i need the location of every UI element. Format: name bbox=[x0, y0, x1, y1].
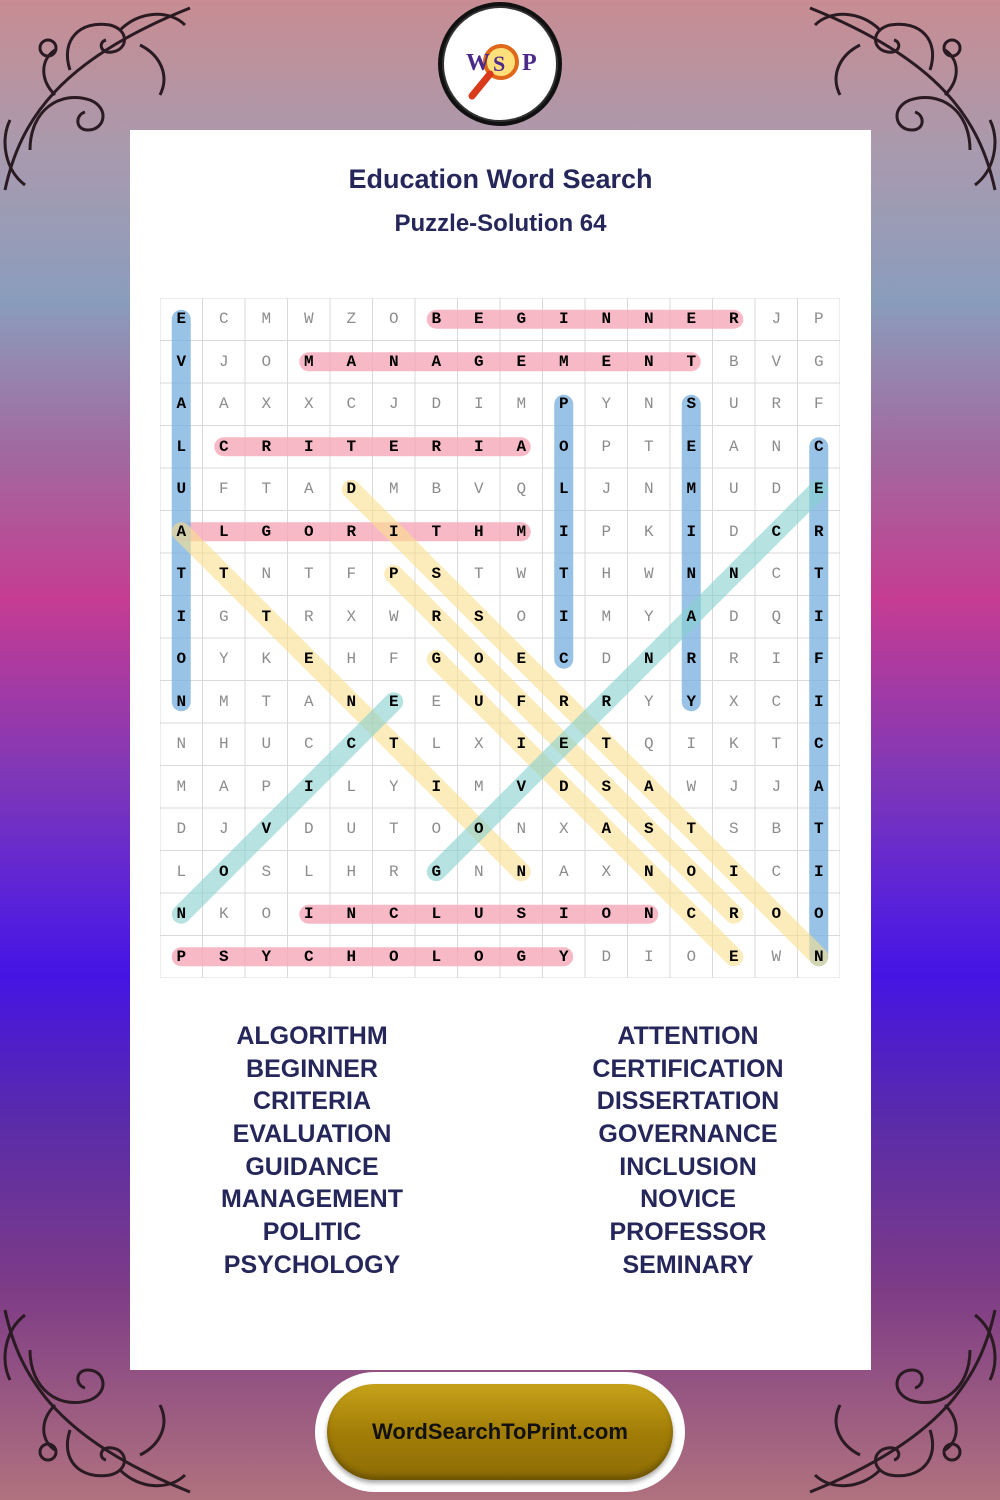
grid-cell[interactable]: A bbox=[176, 522, 187, 541]
grid-cell[interactable]: E bbox=[431, 692, 442, 711]
grid-cell[interactable]: T bbox=[261, 692, 272, 711]
grid-cell[interactable]: C bbox=[813, 437, 824, 456]
grid-cell[interactable]: L bbox=[431, 947, 442, 966]
grid-cell[interactable]: A bbox=[346, 352, 357, 371]
word-list-item: EVALUATION bbox=[232, 1120, 392, 1149]
grid-cell[interactable]: P bbox=[558, 395, 569, 413]
grid-cell[interactable]: G bbox=[431, 650, 442, 668]
grid-cell[interactable]: D bbox=[431, 395, 442, 413]
grid-cell[interactable]: M bbox=[388, 480, 399, 498]
grid-cell[interactable]: A bbox=[728, 437, 739, 456]
grid-cell[interactable]: A bbox=[218, 395, 229, 413]
grid-cell[interactable]: I bbox=[473, 437, 484, 456]
grid-cell[interactable]: E bbox=[686, 310, 697, 328]
word-search-grid bbox=[160, 298, 840, 978]
grid-cell[interactable]: M bbox=[686, 480, 697, 498]
grid-cell[interactable]: J bbox=[218, 352, 229, 371]
grid-cell[interactable]: J bbox=[388, 395, 399, 413]
word-list-item: INCLUSION bbox=[619, 1152, 757, 1181]
grid-cell[interactable]: T bbox=[643, 437, 654, 456]
grid-cell[interactable]: P bbox=[388, 565, 399, 583]
grid-cell[interactable]: W bbox=[516, 565, 527, 583]
grid-cell[interactable]: T bbox=[261, 480, 272, 498]
grid-cell[interactable]: C bbox=[303, 947, 314, 966]
grid-cell[interactable]: A bbox=[643, 777, 654, 796]
grid-cell[interactable]: N bbox=[643, 905, 654, 923]
grid-cell[interactable]: C bbox=[686, 905, 697, 923]
grid-cell[interactable]: Q bbox=[771, 607, 782, 626]
grid-cell[interactable]: I bbox=[728, 862, 739, 881]
grid-cell[interactable]: O bbox=[261, 352, 272, 371]
grid-cell[interactable]: N bbox=[643, 395, 654, 413]
word-list-item: GUIDANCE bbox=[245, 1152, 379, 1181]
grid-cell[interactable]: R bbox=[771, 395, 782, 413]
grid-cell[interactable]: D bbox=[728, 522, 739, 541]
grid-cell[interactable]: B bbox=[771, 820, 782, 838]
grid-cell[interactable]: S bbox=[686, 395, 697, 413]
grid-cell[interactable]: C bbox=[771, 522, 782, 541]
grid-cell[interactable]: S bbox=[431, 565, 442, 583]
grid-cell[interactable]: E bbox=[176, 310, 187, 328]
grid-cell[interactable]: S bbox=[516, 905, 527, 923]
grid-cell[interactable]: O bbox=[813, 905, 824, 923]
grid-cell[interactable]: O bbox=[473, 947, 484, 966]
grid-cell[interactable]: I bbox=[558, 310, 569, 328]
grid-cell[interactable]: N bbox=[771, 437, 782, 456]
grid-cell[interactable]: U bbox=[728, 480, 739, 498]
logo-letter-w: W bbox=[466, 50, 490, 76]
grid-cell[interactable]: O bbox=[771, 905, 782, 923]
grid-cell[interactable]: T bbox=[218, 565, 229, 583]
grid-cell[interactable]: M bbox=[516, 395, 527, 413]
grid-cell[interactable]: A bbox=[176, 395, 187, 413]
grid-cell[interactable]: I bbox=[813, 607, 824, 626]
grid-cell[interactable]: O bbox=[686, 947, 697, 966]
grid-cell[interactable]: K bbox=[643, 522, 654, 541]
grid-cell[interactable]: C bbox=[813, 735, 824, 753]
grid-cell[interactable]: P bbox=[813, 310, 824, 328]
grid-cell[interactable]: E bbox=[473, 310, 484, 328]
grid-cell[interactable]: O bbox=[558, 437, 569, 456]
grid-cell[interactable]: I bbox=[558, 522, 569, 541]
grid-cell[interactable]: X bbox=[261, 395, 272, 413]
grid-cell[interactable]: F bbox=[218, 480, 229, 498]
grid-cell[interactable]: T bbox=[473, 565, 484, 583]
grid-cell[interactable]: N bbox=[261, 565, 272, 583]
grid-cell[interactable]: N bbox=[176, 735, 187, 753]
grid-cell[interactable]: S bbox=[473, 607, 484, 626]
grid-cell[interactable]: L bbox=[431, 735, 442, 753]
grid-cell[interactable]: N bbox=[176, 905, 187, 923]
grid-cell[interactable]: M bbox=[176, 777, 187, 796]
grid-cell[interactable]: U bbox=[473, 905, 484, 923]
grid-cell[interactable]: I bbox=[473, 395, 484, 413]
grid-cell[interactable]: O bbox=[388, 947, 399, 966]
grid-cell[interactable]: C bbox=[346, 395, 357, 413]
grid-cell[interactable]: T bbox=[558, 565, 569, 583]
grid-cell[interactable]: O bbox=[218, 862, 229, 881]
grid-cell[interactable]: F bbox=[346, 565, 357, 583]
grid-cell[interactable]: I bbox=[558, 905, 569, 923]
grid-cell[interactable]: L bbox=[218, 522, 229, 541]
grid-cell[interactable]: A bbox=[303, 480, 314, 498]
grid-cell[interactable]: T bbox=[771, 735, 782, 753]
word-list-item: GOVERNANCE bbox=[598, 1120, 778, 1149]
grid-cell[interactable]: D bbox=[601, 947, 612, 966]
word-list-item: ALGORITHM bbox=[236, 1022, 388, 1050]
grid-cell[interactable]: I bbox=[431, 777, 442, 796]
grid-cell[interactable]: N bbox=[686, 565, 697, 583]
grid-cell[interactable]: G bbox=[516, 947, 527, 966]
word-list-item: CERTIFICATION bbox=[592, 1054, 784, 1083]
grid-cell[interactable]: C bbox=[303, 735, 314, 753]
grid-cell[interactable]: B bbox=[728, 352, 739, 371]
grid-cell[interactable]: R bbox=[303, 607, 314, 626]
grid-cell[interactable]: E bbox=[388, 692, 399, 711]
grid-cell[interactable]: C bbox=[558, 650, 569, 668]
word-list-item: NOVICE bbox=[640, 1185, 736, 1214]
grid-cell[interactable]: T bbox=[813, 820, 824, 838]
grid-cell[interactable]: Q bbox=[516, 480, 527, 498]
grid-cell[interactable]: O bbox=[686, 862, 697, 881]
grid-cell[interactable]: A bbox=[558, 862, 569, 881]
word-list-item: ATTENTION bbox=[617, 1022, 759, 1050]
grid-cell[interactable]: E bbox=[516, 352, 527, 371]
grid-cell[interactable]: D bbox=[728, 607, 739, 626]
page-subtitle: Puzzle-Solution 64 bbox=[394, 210, 607, 237]
grid-cell[interactable]: M bbox=[261, 310, 272, 328]
grid-cell[interactable]: N bbox=[516, 820, 527, 838]
word-list-item: POLITIC bbox=[262, 1218, 362, 1247]
logo-badge bbox=[442, 6, 558, 122]
grid-cell[interactable]: K bbox=[261, 650, 272, 668]
grid-cell[interactable]: I bbox=[303, 905, 314, 923]
grid-cell[interactable]: Y bbox=[261, 947, 272, 966]
grid-cells bbox=[160, 298, 840, 978]
grid-cell[interactable]: D bbox=[303, 820, 314, 838]
grid-cell[interactable]: V bbox=[516, 777, 527, 796]
grid-cell[interactable]: G bbox=[473, 352, 484, 371]
grid-cell[interactable]: A bbox=[218, 777, 229, 796]
grid-cell[interactable]: N bbox=[643, 862, 654, 881]
grid-cell[interactable]: A bbox=[303, 692, 314, 711]
grid-cell[interactable]: G bbox=[431, 862, 442, 881]
site-link-button[interactable] bbox=[315, 1372, 685, 1492]
grid-cell[interactable]: I bbox=[771, 650, 782, 668]
grid-cell[interactable]: P bbox=[601, 522, 612, 541]
grid-cell[interactable]: U bbox=[473, 692, 484, 711]
grid-cell[interactable]: I bbox=[686, 735, 697, 753]
grid-cell[interactable]: O bbox=[176, 650, 187, 668]
grid-cell[interactable]: X bbox=[346, 607, 357, 626]
grid-cell[interactable]: A bbox=[813, 777, 824, 796]
grid-cell[interactable]: Y bbox=[643, 692, 654, 711]
grid-cell[interactable]: F bbox=[516, 692, 527, 711]
grid-cell[interactable]: W bbox=[643, 565, 654, 583]
word-list-item: BEGINNER bbox=[246, 1054, 378, 1083]
grid-cell[interactable]: C bbox=[218, 310, 229, 328]
grid-cell[interactable]: Q bbox=[643, 735, 654, 753]
grid-cell[interactable]: S bbox=[261, 862, 272, 881]
grid-cell[interactable]: B bbox=[431, 310, 442, 328]
grid-cell[interactable]: N bbox=[728, 565, 739, 583]
grid-cell[interactable]: I bbox=[813, 692, 824, 711]
grid-cell[interactable]: L bbox=[176, 437, 187, 456]
grid-cell[interactable]: R bbox=[813, 522, 824, 541]
grid-cell[interactable]: V bbox=[261, 820, 272, 838]
page-title: Education Word Search bbox=[348, 164, 653, 194]
grid-cell[interactable]: C bbox=[388, 905, 399, 923]
grid-cell[interactable]: W bbox=[388, 607, 399, 626]
grid-cell[interactable]: K bbox=[218, 905, 229, 923]
grid-cell[interactable]: U bbox=[346, 820, 357, 838]
grid-cell[interactable]: E bbox=[303, 650, 314, 668]
word-list-item: CRITERIA bbox=[252, 1087, 372, 1116]
grid-cell[interactable]: V bbox=[473, 480, 484, 498]
grid-cell[interactable]: N bbox=[176, 692, 187, 711]
grid-cell[interactable]: T bbox=[813, 565, 824, 583]
grid-cell[interactable]: L bbox=[176, 862, 187, 881]
grid-cell[interactable]: H bbox=[218, 735, 229, 753]
grid-cell[interactable]: Z bbox=[346, 310, 357, 328]
grid-cell[interactable]: L bbox=[346, 777, 357, 796]
grid-cell[interactable]: M bbox=[218, 692, 229, 711]
grid-cell[interactable]: A bbox=[601, 820, 612, 838]
grid-cell[interactable]: O bbox=[516, 607, 527, 626]
grid-cell[interactable]: P bbox=[601, 437, 612, 456]
grid-cell[interactable]: O bbox=[431, 820, 442, 838]
grid-cell[interactable]: D bbox=[771, 480, 782, 498]
grid-cell[interactable]: N bbox=[516, 862, 527, 881]
grid-cell[interactable]: D bbox=[176, 820, 187, 838]
grid-cell[interactable]: P bbox=[176, 947, 187, 966]
grid-cell[interactable]: X bbox=[473, 735, 484, 753]
grid-cell[interactable]: H bbox=[473, 522, 484, 541]
grid-cell[interactable]: A bbox=[431, 352, 442, 371]
grid-cell[interactable]: D bbox=[558, 777, 569, 796]
grid-cell[interactable]: M bbox=[303, 352, 314, 371]
word-list-item: PROFESSOR bbox=[609, 1218, 767, 1247]
grid-cell[interactable]: O bbox=[601, 905, 612, 923]
grid-cell[interactable]: T bbox=[388, 735, 399, 753]
grid-cell[interactable]: X bbox=[728, 692, 739, 711]
grid-cell[interactable]: I bbox=[558, 607, 569, 626]
grid-cell[interactable]: V bbox=[176, 352, 187, 371]
grid-cell[interactable]: B bbox=[431, 480, 442, 498]
grid-cell[interactable]: Y bbox=[218, 650, 229, 668]
grid-cell[interactable]: F bbox=[813, 395, 824, 413]
grid-cell[interactable]: L bbox=[303, 862, 314, 881]
grid-cell[interactable]: W bbox=[303, 310, 314, 328]
grid-cell[interactable]: J bbox=[601, 480, 612, 498]
grid-cell[interactable]: N bbox=[813, 947, 824, 966]
grid-cell[interactable]: E bbox=[813, 480, 824, 498]
grid-cell[interactable]: A bbox=[516, 437, 527, 456]
word-list-item: MANAGEMENT bbox=[221, 1185, 403, 1214]
grid-cell[interactable]: C bbox=[771, 862, 782, 881]
grid-cell[interactable]: G bbox=[813, 352, 824, 371]
wsp-logo[interactable] bbox=[438, 2, 562, 126]
grid-cell[interactable]: N bbox=[388, 352, 399, 371]
grid-cell[interactable]: N bbox=[346, 905, 357, 923]
puzzle-sheet bbox=[130, 130, 871, 1370]
grid-cell[interactable]: D bbox=[601, 650, 612, 668]
grid-cell[interactable]: O bbox=[261, 905, 272, 923]
grid-cell[interactable]: E bbox=[388, 437, 399, 456]
grid-cell[interactable]: M bbox=[558, 352, 569, 371]
grid-cell[interactable]: T bbox=[686, 820, 697, 838]
grid-cell[interactable]: O bbox=[388, 310, 399, 328]
grid-cell[interactable]: R bbox=[558, 692, 569, 711]
grid-cell[interactable]: H bbox=[601, 565, 612, 583]
grid-cell[interactable]: T bbox=[303, 565, 314, 583]
grid-cell[interactable]: O bbox=[473, 820, 484, 838]
grid-cell[interactable]: M bbox=[473, 777, 484, 796]
grid-cell[interactable]: R bbox=[686, 650, 697, 668]
grid-cell[interactable]: X bbox=[303, 395, 314, 413]
grid-cell[interactable]: E bbox=[558, 735, 569, 753]
grid-cell[interactable]: R bbox=[728, 905, 739, 923]
grid-cell[interactable]: R bbox=[261, 437, 272, 456]
grid-cell[interactable]: K bbox=[728, 735, 739, 753]
grid-cell[interactable]: T bbox=[388, 820, 399, 838]
grid-cell[interactable]: I bbox=[643, 947, 654, 966]
grid-cell[interactable]: E bbox=[686, 437, 697, 456]
grid-cell[interactable]: W bbox=[686, 777, 697, 796]
grid-cell[interactable]: N bbox=[643, 650, 654, 668]
grid-cell[interactable]: X bbox=[601, 862, 612, 881]
grid-cell[interactable]: Y bbox=[558, 947, 569, 966]
grid-cell[interactable]: G bbox=[261, 522, 272, 541]
word-list-left bbox=[162, 1020, 462, 1282]
grid-cell[interactable]: S bbox=[601, 777, 612, 796]
grid-cell[interactable]: P bbox=[261, 777, 272, 796]
grid-cell[interactable]: V bbox=[771, 352, 782, 371]
grid-cell[interactable]: C bbox=[346, 735, 357, 753]
grid-cell[interactable]: R bbox=[431, 607, 442, 626]
grid-cell[interactable]: T bbox=[601, 735, 612, 753]
grid-cell[interactable]: X bbox=[558, 820, 569, 838]
grid-cell[interactable]: G bbox=[516, 310, 527, 328]
grid-cell[interactable]: Y bbox=[388, 777, 399, 796]
grid-cell[interactable]: S bbox=[218, 947, 229, 966]
grid-cell[interactable]: T bbox=[686, 352, 697, 371]
grid-cell[interactable]: E bbox=[728, 947, 739, 966]
grid-cell[interactable]: F bbox=[813, 650, 824, 668]
grid-cell[interactable]: U bbox=[728, 395, 739, 413]
grid-cell[interactable]: E bbox=[516, 650, 527, 668]
grid-cell[interactable]: J bbox=[728, 777, 739, 796]
grid-cell[interactable]: R bbox=[728, 650, 739, 668]
grid-cell[interactable]: T bbox=[261, 607, 272, 626]
grid-cell[interactable]: N bbox=[601, 310, 612, 328]
grid-cell[interactable]: R bbox=[388, 862, 399, 881]
grid-cell[interactable]: R bbox=[431, 437, 442, 456]
grid-cell[interactable]: C bbox=[771, 692, 782, 711]
grid-cell[interactable]: I bbox=[813, 862, 824, 881]
site-link-label: WordSearchToPrint.com bbox=[327, 1384, 673, 1480]
grid-cell[interactable]: I bbox=[303, 777, 314, 796]
grid-cell[interactable]: R bbox=[346, 522, 357, 541]
grid-cell[interactable]: I bbox=[388, 522, 399, 541]
grid-cell[interactable]: N bbox=[643, 352, 654, 371]
grid-cell[interactable]: T bbox=[431, 522, 442, 541]
grid-cell[interactable]: H bbox=[346, 947, 357, 966]
grid-cell[interactable]: O bbox=[303, 522, 314, 541]
grid-cell[interactable]: L bbox=[558, 480, 569, 498]
grid-cell[interactable]: N bbox=[643, 310, 654, 328]
grid-cell[interactable]: Y bbox=[601, 395, 612, 413]
grid-cell[interactable]: Y bbox=[686, 692, 697, 711]
grid-cell[interactable]: F bbox=[388, 650, 399, 668]
logo-letter-s: S bbox=[493, 51, 506, 76]
grid-cell[interactable]: N bbox=[473, 862, 484, 881]
logo-letter-p: P bbox=[522, 50, 537, 76]
grid-cell[interactable]: N bbox=[643, 480, 654, 498]
grid-cell[interactable]: J bbox=[771, 310, 782, 328]
word-list-right bbox=[538, 1020, 838, 1282]
word-list-item: DISSERTATION bbox=[596, 1087, 780, 1116]
grid-cell[interactable]: M bbox=[601, 607, 612, 626]
grid-cell[interactable]: J bbox=[771, 777, 782, 796]
grid-cell[interactable]: E bbox=[601, 352, 612, 371]
grid-cell[interactable]: S bbox=[728, 820, 739, 838]
grid-cell[interactable]: D bbox=[346, 480, 357, 498]
grid-cell[interactable]: N bbox=[346, 692, 357, 711]
word-list-item: PSYCHOLOGY bbox=[223, 1250, 401, 1279]
grid-cell[interactable]: M bbox=[516, 522, 527, 541]
grid-cell[interactable]: I bbox=[516, 735, 527, 753]
grid-cell[interactable]: O bbox=[473, 650, 484, 668]
grid-cell[interactable]: C bbox=[218, 437, 229, 456]
grid-cell[interactable]: U bbox=[261, 735, 272, 753]
grid-cell[interactable]: T bbox=[346, 437, 357, 456]
grid-cell[interactable]: I bbox=[303, 437, 314, 456]
grid-cell[interactable]: L bbox=[431, 905, 442, 923]
grid-cell[interactable]: R bbox=[728, 310, 739, 328]
grid-cell[interactable]: W bbox=[771, 947, 782, 966]
grid-cell[interactable]: U bbox=[176, 480, 187, 498]
grid-cell[interactable]: G bbox=[218, 607, 229, 626]
grid-cell[interactable]: J bbox=[218, 820, 229, 838]
grid-cell[interactable]: A bbox=[686, 607, 697, 626]
grid-cell[interactable]: I bbox=[176, 607, 187, 626]
word-list-item: SEMINARY bbox=[622, 1250, 754, 1279]
grid-cell[interactable]: H bbox=[346, 650, 357, 668]
grid-cell[interactable]: H bbox=[346, 862, 357, 881]
grid-cell[interactable]: R bbox=[601, 692, 612, 711]
grid-cell[interactable]: S bbox=[643, 820, 654, 838]
grid-cell[interactable]: C bbox=[771, 565, 782, 583]
grid-cell[interactable]: I bbox=[686, 522, 697, 541]
grid-cell[interactable]: Y bbox=[643, 607, 654, 626]
grid-cell[interactable]: T bbox=[176, 565, 187, 583]
